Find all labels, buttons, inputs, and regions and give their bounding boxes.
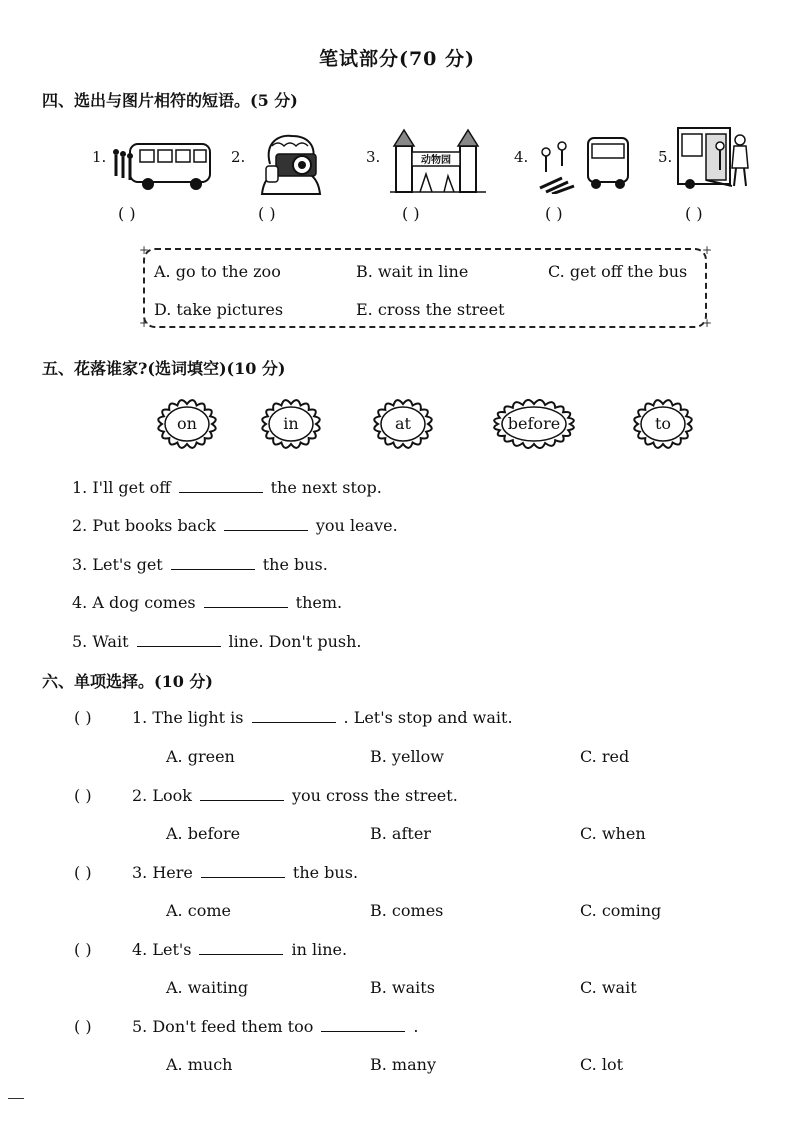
box-corner-plus: +	[139, 316, 150, 330]
question-4-option-b: B. waits	[370, 978, 435, 997]
question-text: 2. Look	[132, 786, 192, 805]
box-corner-plus: +	[702, 243, 713, 257]
question-2-option-b: B. after	[370, 824, 431, 843]
question-3-option-c: C. coming	[580, 901, 662, 920]
word-flower-on	[152, 394, 222, 454]
flower-word: to	[654, 414, 672, 433]
box-corner-plus: +	[139, 243, 150, 257]
fill-item-text: them.	[295, 593, 343, 612]
option-a: A. go to the zoo	[154, 262, 281, 281]
question-text: 4. Let's	[132, 940, 192, 959]
answer-blank[interactable]	[171, 555, 255, 570]
question-5-option-a: A. much	[166, 1055, 233, 1074]
answer-blank[interactable]	[200, 786, 284, 801]
question-2-stem	[132, 786, 458, 805]
question-text: 3. Here	[132, 863, 193, 882]
question-5-stem	[132, 1017, 418, 1036]
fill-item-text: line. Don't push.	[228, 632, 362, 651]
picture-3-number: 3.	[366, 148, 381, 166]
box-corner-plus: +	[702, 316, 713, 330]
section-five-heading: 五、花落谁家?(选词填空)(10 分)	[42, 359, 286, 378]
question-3-option-a: A. come	[166, 901, 231, 920]
question-text: the bus.	[292, 863, 359, 882]
question-4-option-a: A. waiting	[166, 978, 249, 997]
answer-blank[interactable]	[321, 1017, 405, 1032]
fill-item-text: the bus.	[262, 555, 328, 574]
flower-word: in	[283, 414, 299, 433]
picture-1-answer-blank[interactable]: ( )	[118, 204, 136, 223]
fill-item-3	[72, 555, 328, 574]
fill-item-4	[72, 593, 342, 612]
picture-3-answer-blank[interactable]: ( )	[402, 204, 420, 223]
question-text: 1. The light is	[132, 708, 244, 727]
question-5-option-c: C. lot	[580, 1055, 624, 1074]
question-2-option-c: C. when	[580, 824, 646, 843]
word-flower-before	[488, 394, 580, 454]
fill-item-5	[72, 632, 362, 651]
section-six-heading: 六、单项选择。(10 分)	[42, 672, 213, 691]
option-c: C. get off the bus	[548, 262, 688, 281]
answer-blank[interactable]	[137, 632, 221, 647]
section-four-heading: 四、选出与图片相符的短语。(5 分)	[42, 91, 298, 110]
fill-item-1	[72, 478, 382, 497]
question-4-answer-blank[interactable]: ( )	[74, 940, 92, 959]
option-d: D. take pictures	[154, 300, 284, 319]
fill-item-text: 3. Let's get	[72, 555, 163, 574]
question-2-option-a: A. before	[166, 824, 241, 843]
picture-4-answer-blank[interactable]: ( )	[545, 204, 563, 223]
answer-blank[interactable]	[252, 708, 336, 723]
question-1-option-a: A. green	[166, 747, 235, 766]
page-edge-mark	[8, 1098, 24, 1099]
fill-item-2	[72, 516, 398, 535]
question-2-answer-blank[interactable]: ( )	[74, 786, 92, 805]
option-e: E. cross the street	[356, 300, 505, 319]
question-3-stem	[132, 863, 358, 882]
bus-queue-picture	[110, 136, 214, 192]
answer-blank[interactable]	[179, 478, 263, 493]
flower-word: at	[395, 414, 411, 433]
picture-1-number: 1.	[92, 148, 107, 166]
option-b: B. wait in line	[356, 262, 469, 281]
question-text: in line.	[291, 940, 348, 959]
answer-blank[interactable]	[204, 593, 288, 608]
question-3-option-b: B. comes	[370, 901, 444, 920]
page-title: 笔试部分(70 分)	[318, 48, 476, 70]
picture-2-number: 2.	[231, 148, 246, 166]
fill-item-text: 2. Put books back	[72, 516, 216, 535]
zoo-sign-text: 动物园	[421, 155, 451, 166]
question-1-answer-blank[interactable]: ( )	[74, 708, 92, 727]
fill-item-text: you leave.	[315, 516, 398, 535]
word-flower-at	[368, 394, 438, 454]
flower-word: before	[507, 414, 561, 433]
fill-item-text: 4. A dog comes	[72, 593, 196, 612]
question-text: . Let's stop and wait.	[343, 708, 513, 727]
question-3-answer-blank[interactable]: ( )	[74, 863, 92, 882]
question-text: you cross the street.	[291, 786, 458, 805]
crosswalk-picture	[532, 132, 632, 194]
fill-item-text: 1. I'll get off	[72, 478, 171, 497]
question-1-stem	[132, 708, 513, 727]
word-flower-to	[628, 394, 698, 454]
flower-word: on	[177, 414, 197, 433]
picture-5-number: 5.	[658, 148, 673, 166]
zoo-gate-picture	[390, 128, 486, 194]
fill-item-text: the next stop.	[270, 478, 382, 497]
camera-picture	[254, 132, 328, 196]
answer-blank[interactable]	[224, 516, 308, 531]
word-flower-in	[256, 394, 326, 454]
picture-4-number: 4.	[514, 148, 529, 166]
picture-2-answer-blank[interactable]: ( )	[258, 204, 276, 223]
bus-door-picture	[676, 124, 756, 190]
question-4-stem	[132, 940, 347, 959]
question-4-option-c: C. wait	[580, 978, 637, 997]
fill-item-text: 5. Wait	[72, 632, 129, 651]
question-text: .	[413, 1017, 419, 1036]
question-5-answer-blank[interactable]: ( )	[74, 1017, 92, 1036]
question-1-option-b: B. yellow	[370, 747, 444, 766]
picture-5-answer-blank[interactable]: ( )	[685, 204, 703, 223]
question-text: 5. Don't feed them too	[132, 1017, 314, 1036]
question-1-option-c: C. red	[580, 747, 630, 766]
answer-blank[interactable]	[201, 863, 285, 878]
question-5-option-b: B. many	[370, 1055, 436, 1074]
answer-blank[interactable]	[199, 940, 283, 955]
